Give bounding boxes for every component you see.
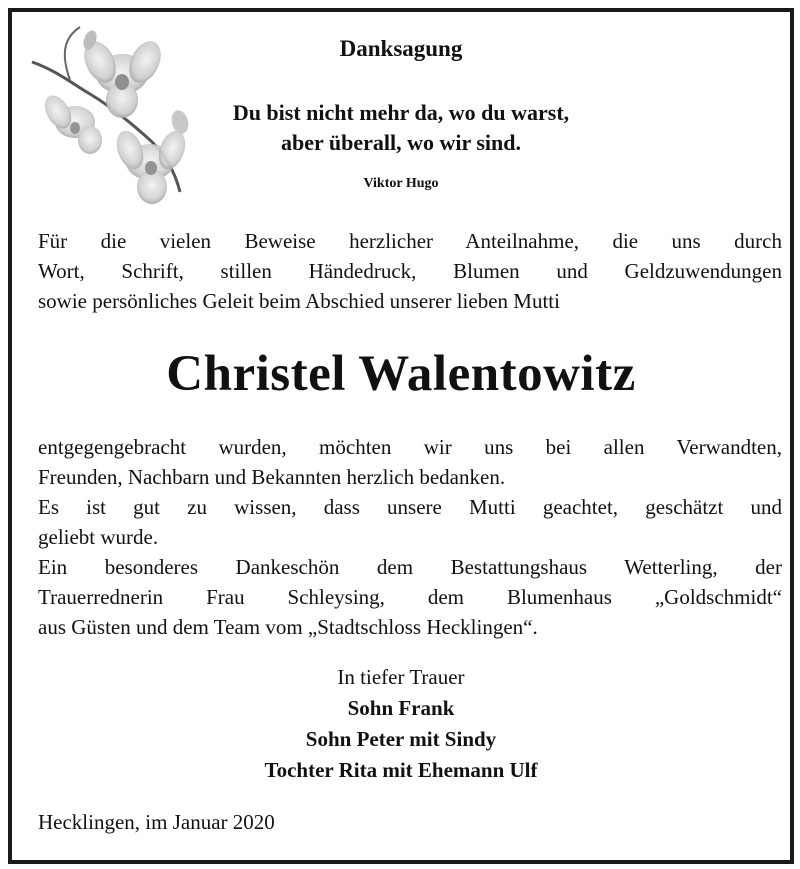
body-line: Trauerrednerin Frau Schleysing, dem Blumenhaus „Goldschmidt“: [38, 585, 782, 609]
body-paragraph: [38, 432, 782, 642]
intro-line: Wort, Schrift, stillen Händedruck, Blumen und Geldzuwendungen: [38, 259, 782, 283]
quote: [12, 98, 790, 158]
body-line: geliebt wurde.: [38, 525, 159, 549]
signoff-intro: In tiefer Trauer: [337, 665, 465, 689]
intro-line: Für die vielen Beweise herzlicher Anteilnahme, die uns durch: [38, 229, 782, 253]
quote-author: Viktor Hugo: [363, 176, 439, 191]
intro-paragraph: [38, 226, 782, 316]
quote-line-2: aber überall, wo wir sind.: [281, 130, 521, 155]
body-line: aus Güsten und dem Team vom „Stadtschloss Hecklingen“.: [38, 615, 538, 639]
deceased-name: Christel Walentowitz: [166, 346, 636, 402]
notice-frame: [8, 8, 794, 864]
body-line: Es ist gut zu wissen, dass unsere Mutti geachtet, geschätzt und: [38, 495, 782, 519]
body-line: Ein besonderes Dankeschön dem Bestattungshaus Wetterling, der: [38, 555, 782, 579]
mourner-name: Sohn Frank: [347, 696, 455, 720]
body-line: entgegengebracht wurden, möchten wir uns bei allen Verwandten,: [38, 435, 782, 459]
mourner-name: Tochter Rita mit Ehemann Ulf: [264, 758, 538, 782]
signoff: [12, 662, 790, 786]
quote-line-1: Du bist nicht mehr da, wo du warst,: [232, 100, 570, 125]
body-line: Freunden, Nachbarn und Bekannten herzlich bedanken.: [38, 465, 506, 489]
notice-heading: Danksagung: [339, 36, 463, 61]
place-date: Hecklingen, im Januar 2020: [38, 810, 275, 834]
mourner-name: Sohn Peter mit Sindy: [305, 727, 497, 751]
intro-line: sowie persönliches Geleit beim Abschied unserer lieben Mutti: [38, 289, 560, 313]
